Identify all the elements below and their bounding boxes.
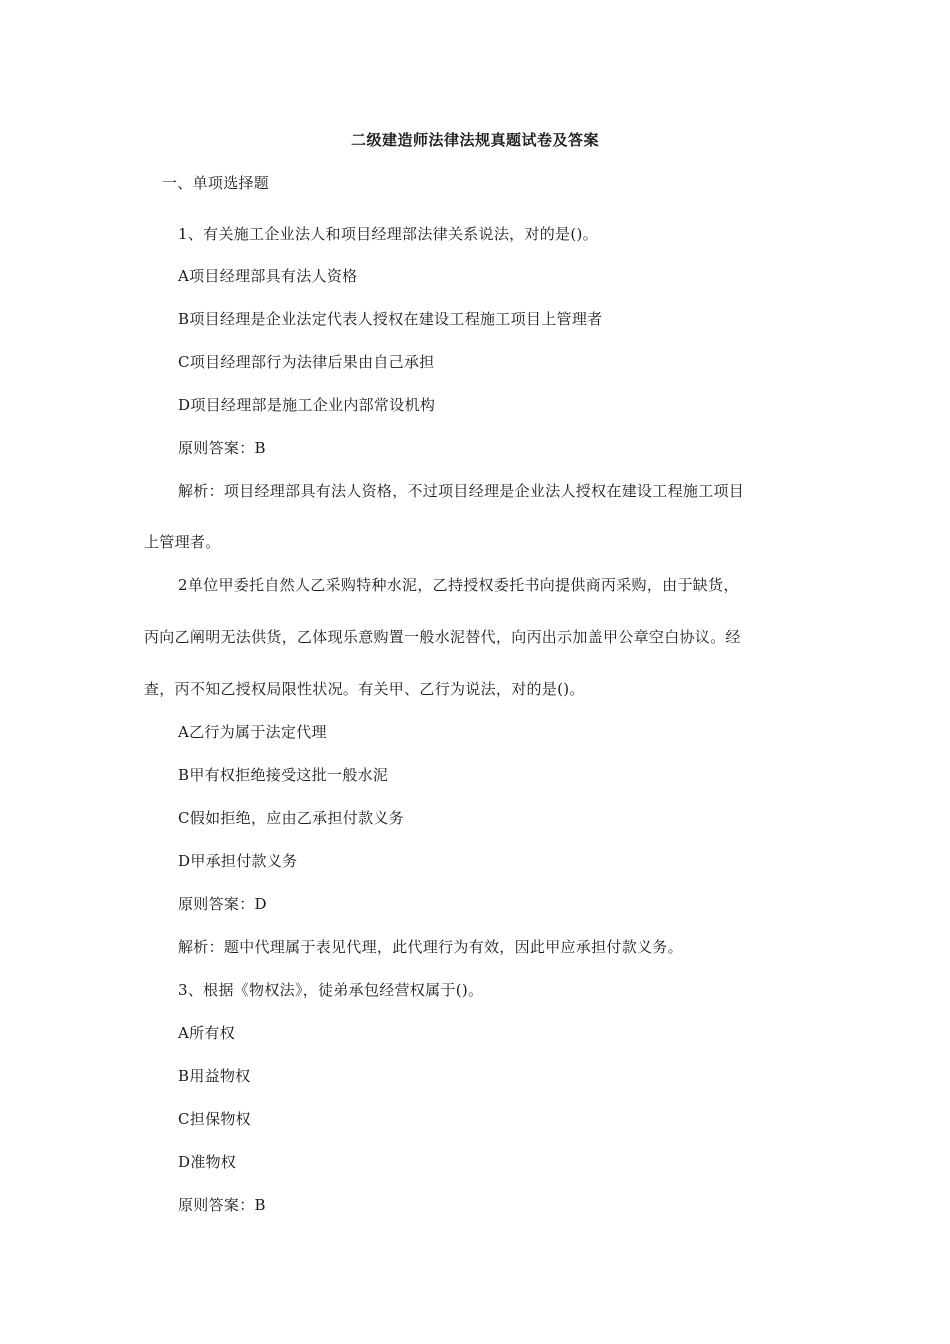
question-2-answer: 原则答案：D: [178, 895, 267, 913]
question-1-stem: 1、有关施工企业法人和项目经理部法律关系说法，对的是()。: [178, 225, 598, 243]
question-1-analysis-line-1: 解析：项目经理部具有法人资格，不过项目经理是企业法人授权在建设工程施工项目: [178, 482, 745, 500]
question-1-option-c: C项目经理部行为法律后果由自己承担: [178, 353, 435, 371]
question-2-stem-line-1: 2单位甲委托自然人乙采购特种水泥，乙持授权委托书向提供商丙采购，由于缺货，: [178, 576, 739, 594]
question-2-option-a: A乙行为属于法定代理: [178, 723, 327, 741]
question-2-analysis: 解析：题中代理属于表见代理，此代理行为有效，因此甲应承担付款义务。: [178, 938, 683, 956]
question-3-answer: 原则答案：B: [178, 1196, 266, 1214]
question-3-option-d: D准物权: [178, 1153, 237, 1171]
question-3-option-b: B用益物权: [178, 1067, 251, 1085]
section-heading: 一、单项选择题: [162, 174, 270, 192]
question-2-stem-line-2: 丙向乙阐明无法供货，乙体现乐意购置一般水泥替代，向丙出示加盖甲公章空白协议。经: [144, 628, 741, 646]
question-1-option-a: A项目经理部具有法人资格: [178, 267, 358, 285]
question-2-option-c: C假如拒绝，应由乙承担付款义务: [178, 809, 404, 827]
question-1-option-d: D项目经理部是施工企业内部常设机构: [178, 396, 436, 414]
question-2-stem-line-3: 查，丙不知乙授权局限性状况。有关甲、乙行为说法，对的是()。: [144, 680, 585, 698]
question-3-stem: 3、根据《物权法》，徒弟承包经营权属于()。: [178, 981, 484, 999]
question-2-option-b: B甲有权拒绝接受这批一般水泥: [178, 766, 389, 784]
document-title: 二级建造师法律法规真题试卷及答案: [350, 131, 599, 149]
question-3-option-a: A所有权: [178, 1024, 236, 1042]
question-3-option-c: C担保物权: [178, 1110, 251, 1128]
question-2-option-d: D甲承担付款义务: [178, 852, 298, 870]
question-1-option-b: B项目经理是企业法定代表人授权在建设工程施工项目上管理者: [178, 310, 603, 328]
question-1-analysis-line-2: 上管理者。: [144, 533, 221, 551]
question-1-answer: 原则答案：B: [178, 439, 266, 457]
